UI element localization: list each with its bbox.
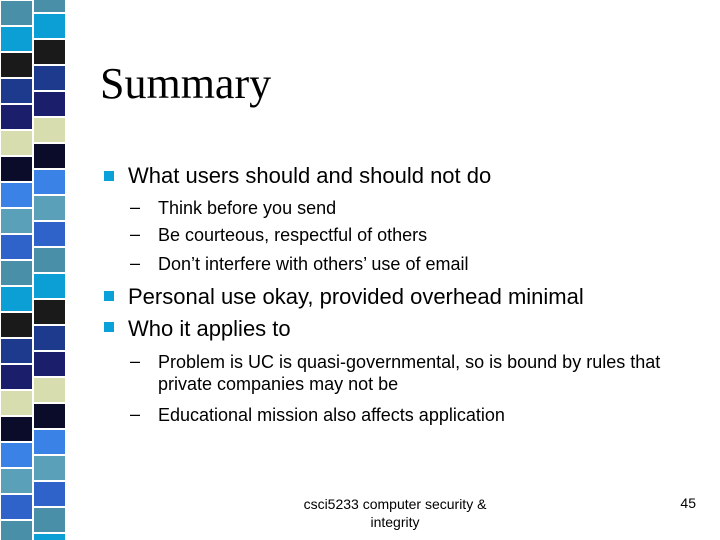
decorative-block (33, 403, 66, 429)
slide-title: Summary (100, 59, 272, 108)
decorative-block (33, 273, 66, 299)
bullet-text: What users should and should not do (128, 163, 492, 188)
sub-bullet-dash: – (130, 197, 141, 217)
decorative-block (0, 312, 33, 338)
decorative-block (33, 351, 66, 377)
decorative-block (33, 325, 66, 351)
decorative-block (33, 65, 66, 91)
decorative-block (0, 390, 33, 416)
decorative-block (33, 299, 66, 325)
bullet-square-icon (104, 322, 114, 332)
sub-bullet-dash: – (130, 404, 141, 424)
decorative-block (0, 52, 33, 78)
decorative-block (0, 156, 33, 182)
sub-bullet-text: Don’t interfere with others’ use of email (158, 254, 469, 274)
decorative-block (0, 520, 33, 540)
sub-bullet-text: Think before you send (158, 198, 337, 218)
bullet-text: Who it applies to (128, 316, 291, 341)
decorative-block (33, 429, 66, 455)
decorative-block (33, 221, 66, 247)
decorative-block (33, 39, 66, 65)
decorative-block (33, 169, 66, 195)
sub-bullet-text: Problem is UC is quasi-governmental, so is bound by rules that private companies may not be (158, 352, 661, 394)
decorative-block (33, 481, 66, 507)
decorative-block (33, 455, 66, 481)
decorative-block (0, 338, 33, 364)
sub-bullet-dash: – (130, 224, 141, 244)
decorative-block (33, 507, 66, 533)
decorative-block (0, 78, 33, 104)
decorative-color-strip (0, 0, 66, 540)
decorative-block (0, 468, 33, 494)
decorative-block (0, 416, 33, 442)
decorative-block (33, 13, 66, 39)
sub-bullet-dash: – (130, 351, 141, 371)
page-number: 45 (680, 495, 696, 511)
decorative-block (0, 104, 33, 130)
decorative-block (0, 234, 33, 260)
sub-bullet-text: Educational mission also affects application (158, 405, 505, 425)
decorative-block (0, 130, 33, 156)
decorative-block (0, 26, 33, 52)
decorative-block (33, 533, 66, 540)
decorative-block (0, 208, 33, 234)
decorative-block (33, 0, 66, 13)
decorative-block (0, 494, 33, 520)
sub-bullet-text: Be courteous, respectful of others (158, 225, 428, 245)
decorative-block (33, 143, 66, 169)
decorative-block (0, 182, 33, 208)
decorative-block (0, 0, 33, 26)
decorative-block (33, 377, 66, 403)
bullet-square-icon (104, 291, 114, 301)
decorative-block (0, 364, 33, 390)
sub-bullet-dash: – (130, 253, 141, 273)
slide-footer: csci5233 computer security & integrity (303, 496, 487, 530)
bullet-text: Personal use okay, provided overhead minimal (128, 284, 584, 309)
decorative-block (33, 91, 66, 117)
decorative-block (0, 442, 33, 468)
bullet-square-icon (104, 171, 114, 181)
decorative-block (33, 195, 66, 221)
decorative-block (0, 286, 33, 312)
decorative-block (33, 117, 66, 143)
decorative-block (33, 247, 66, 273)
decorative-block (0, 260, 33, 286)
